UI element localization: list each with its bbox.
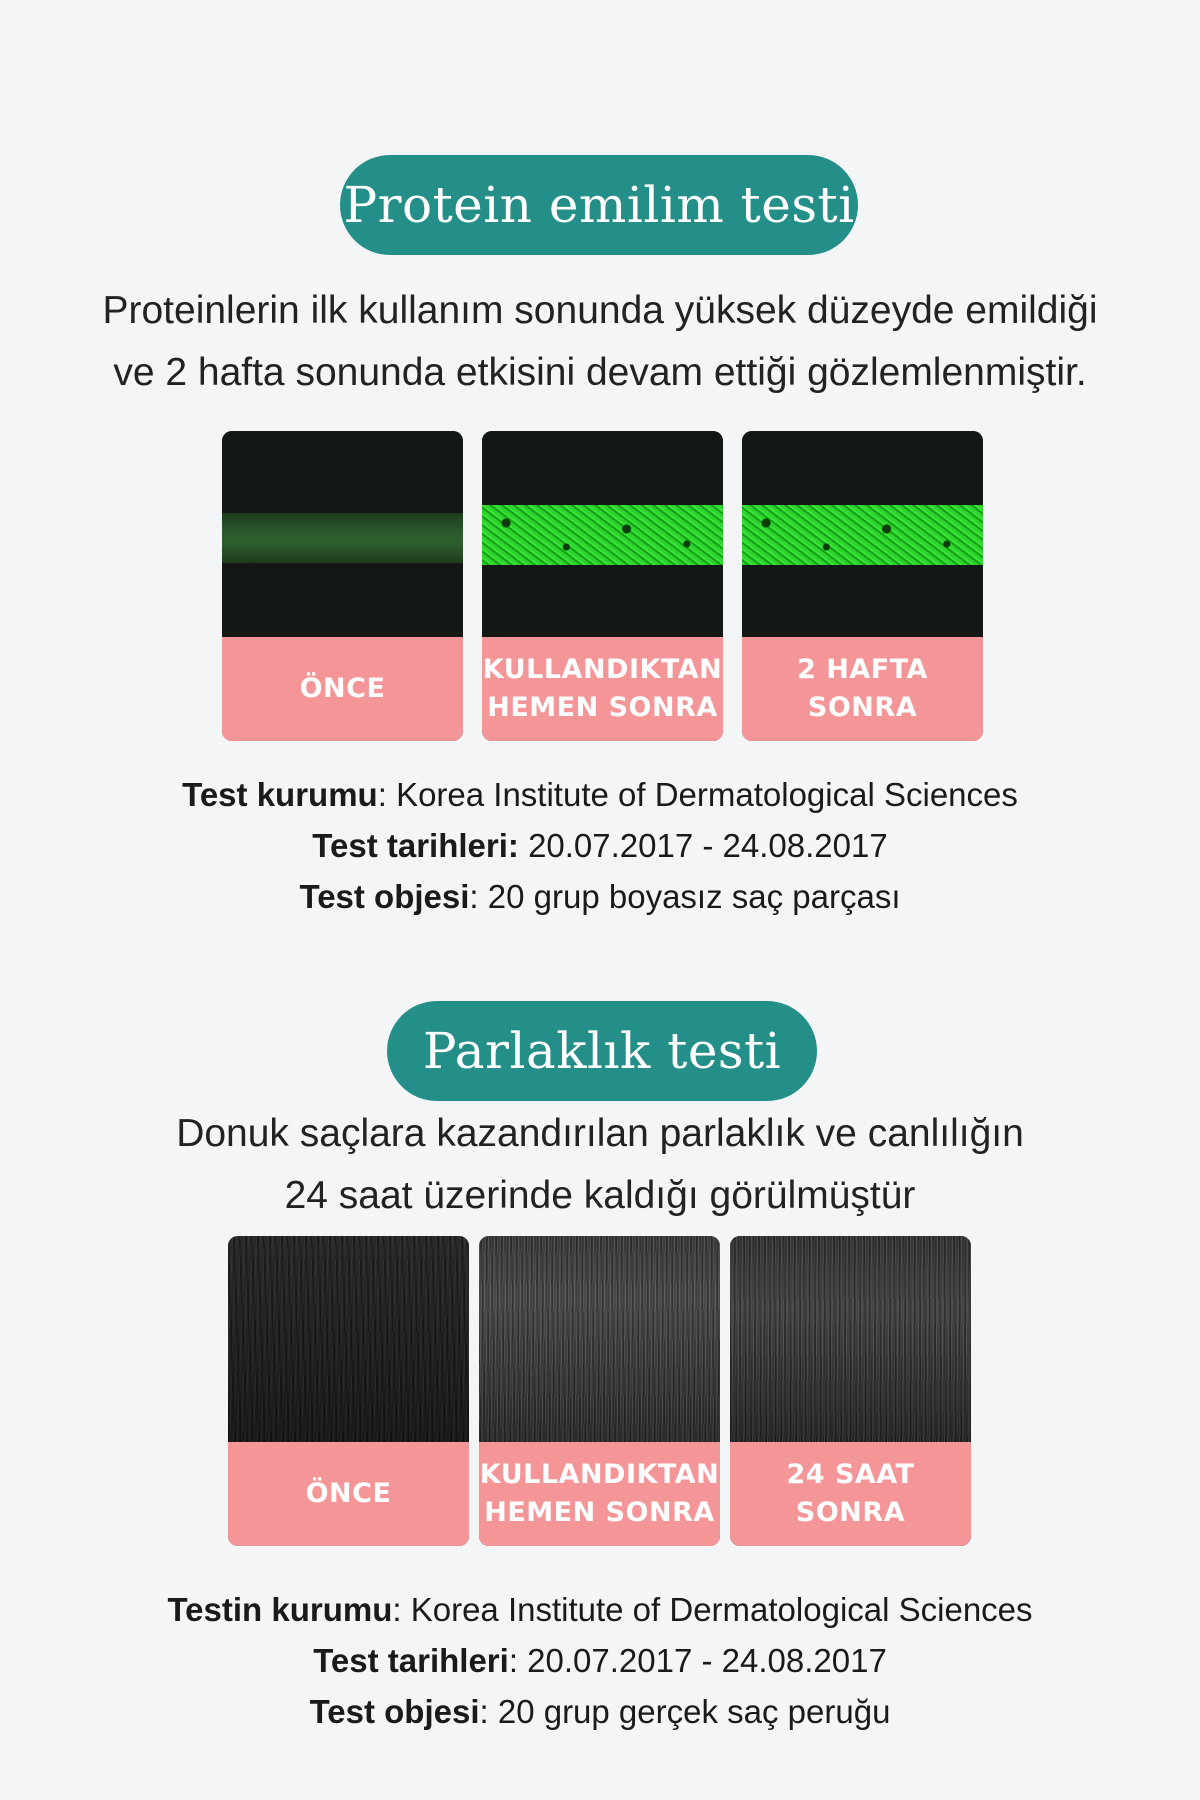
gloss-info-key: Testin kurumu	[167, 1591, 393, 1628]
protein-info-row	[0, 871, 1200, 922]
gloss-card-2-label-line-1: KULLANDIKTAN	[479, 1459, 720, 1490]
gloss-info-row	[0, 1635, 1200, 1686]
gloss-info-sep: :	[392, 1591, 411, 1628]
gloss-info-value: Korea Institute of Dermatological Sciences	[410, 1591, 1033, 1628]
gloss-info-sep: :	[508, 1642, 528, 1679]
protein-desc-line-1: Proteinlerin ilk kullanım sonunda yüksek düzeyde emildiği	[102, 289, 1098, 332]
protein-desc-line-2: ve 2 hafta sonunda etkisini devam ettiği gözlemlenmiştir.	[113, 351, 1087, 394]
gloss-card-24-hours	[730, 1236, 971, 1546]
protein-image-2-weeks	[742, 431, 983, 637]
gloss-card-label	[479, 1442, 720, 1546]
protein-test-description	[0, 280, 1200, 404]
gloss-card-3-label-line-2: SONRA	[795, 1497, 906, 1528]
protein-card-2-weeks	[742, 431, 983, 741]
gloss-image-before	[228, 1236, 469, 1442]
protein-info-key: Test objesi	[299, 878, 470, 915]
protein-card-before	[222, 431, 463, 741]
gloss-info-key: Test tarihleri	[313, 1642, 509, 1679]
gloss-test-description	[0, 1103, 1200, 1227]
protein-card-3-label-line-1: 2 HAFTA	[797, 654, 928, 685]
protein-test-title	[340, 155, 858, 255]
protein-info-sep: :	[377, 776, 397, 813]
protein-info-value: Korea Institute of Dermatological Sciences	[396, 776, 1018, 813]
gloss-card-2-label-line-2: HEMEN SONRA	[484, 1497, 715, 1528]
gloss-test-title-text: Parlaklık testi	[422, 1022, 782, 1080]
protein-info-row	[0, 769, 1200, 820]
gloss-info-row	[0, 1686, 1200, 1737]
protein-band-dim	[222, 513, 463, 563]
protein-image-before	[222, 431, 463, 637]
protein-band-bright	[742, 505, 983, 565]
gloss-card-before	[228, 1236, 469, 1546]
protein-image-after	[482, 431, 723, 637]
gloss-test-info	[0, 1584, 1200, 1737]
protein-card-label	[482, 637, 723, 741]
protein-card-2-label-line-1: KULLANDIKTAN	[482, 654, 723, 685]
protein-info-key: Test kurumu	[182, 776, 378, 813]
protein-test-info	[0, 769, 1200, 922]
gloss-image-24-hours	[730, 1236, 971, 1442]
protein-card-3-label-line-2: SONRA	[807, 692, 918, 723]
gloss-image-after	[479, 1236, 720, 1442]
gloss-info-value: 20 grup gerçek saç peruğu	[497, 1693, 891, 1730]
protein-info-key: Test tarihleri:	[312, 827, 519, 864]
gloss-info-row	[0, 1584, 1200, 1635]
protein-test-title-text: Protein emilim testi	[343, 176, 855, 234]
gloss-desc-line-2: 24 saat üzerinde kaldığı görülmüştür	[284, 1174, 916, 1217]
gloss-card-3-label-line-1: 24 SAAT	[786, 1459, 915, 1490]
gloss-card-1-label-line-1: ÖNCE	[305, 1478, 392, 1509]
protein-card-after	[482, 431, 723, 741]
gloss-card-after	[479, 1236, 720, 1546]
protein-card-2-label-line-2: HEMEN SONRA	[487, 692, 718, 723]
protein-band-bright	[482, 505, 723, 565]
protein-card-label	[222, 637, 463, 741]
protein-card-1-label-line-1: ÖNCE	[299, 673, 386, 704]
gloss-info-value: 20.07.2017 - 24.08.2017	[527, 1642, 887, 1679]
protein-info-sep: :	[469, 878, 488, 915]
gloss-card-label	[228, 1442, 469, 1546]
gloss-card-label	[730, 1442, 971, 1546]
protein-info-sep	[519, 827, 528, 864]
protein-info-value: 20.07.2017 - 24.08.2017	[528, 827, 888, 864]
gloss-info-sep: :	[479, 1693, 498, 1730]
protein-card-label	[742, 637, 983, 741]
gloss-test-title	[387, 1001, 817, 1101]
gloss-info-key: Test objesi	[309, 1693, 480, 1730]
protein-info-row	[0, 820, 1200, 871]
gloss-desc-line-1: Donuk saçlara kazandırılan parlaklık ve canlılığın	[176, 1112, 1024, 1155]
protein-info-value: 20 grup boyasız saç parçası	[487, 878, 901, 915]
